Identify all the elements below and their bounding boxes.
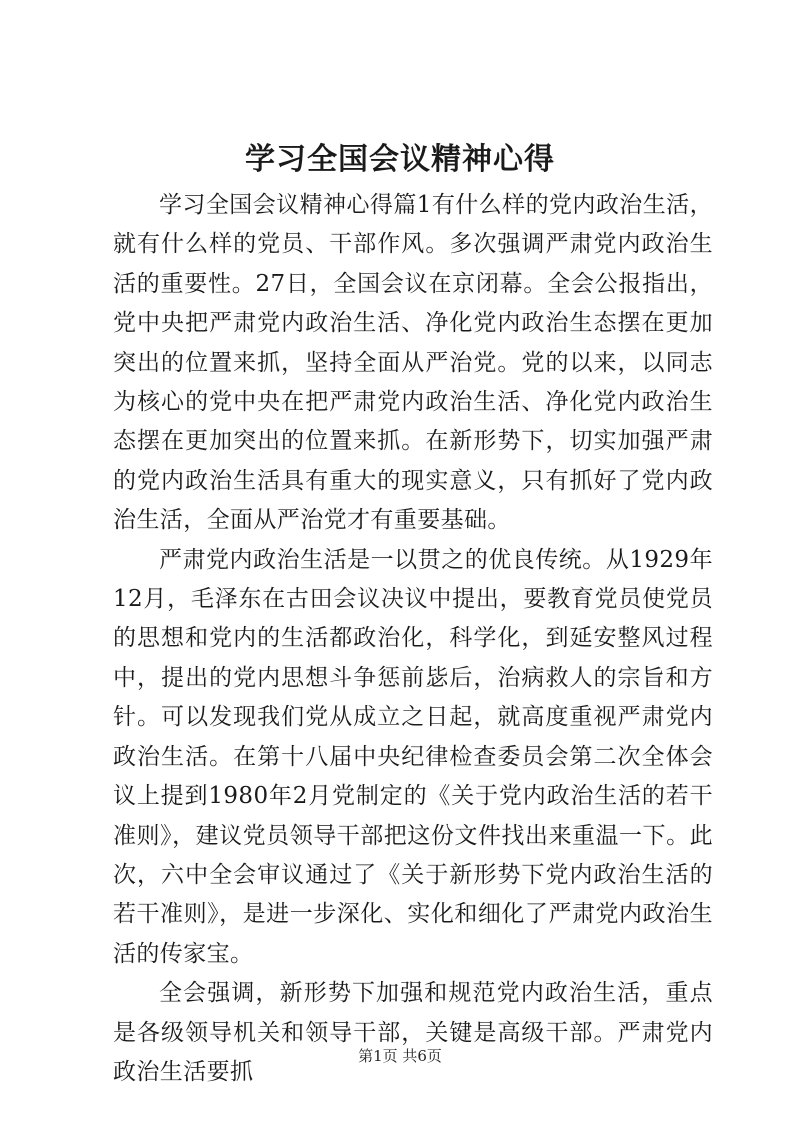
paragraph-3: 全会强调，新形势下加强和规范党内政治生活，重点是各级领导机关和领导干部，关键是高级干部。严肃党内政治生活要抓 <box>113 980 713 1085</box>
paragraph-2: 严肃党内政治生活是一以贯之的优良传统。从1929年12月，毛泽东在古田会议决议中提出，要教育党员使党员的思想和党内的生活都政治化，科学化，到延安整风过程中，提出的党内思想斗争惩前毖后，治病救人的宗旨和方针。可以发现我们党从成立之日起，就高度重视严肃党内政治生活。在第十八届中央纪律检查委员会第二次全体会议上提到1980年2月党制定的《关于党内政治生活的若干准则》，建议党员领导干部把这份文件找出来重温一下。此次，六中全会审议通过了《关于新形势下党内政治生活的若干准则》，是进一步深化、实化和细化了严肃党内政治生活的传家宝。 <box>113 546 713 967</box>
paragraph-1: 学习全国会议精神心得篇1有什么样的党内政治生活，就有什么样的党员、干部作风。多次强调严肃党内政治生活的重要性。27日，全国会议在京闭幕。全会公报指出，党中央把严肃党内政治生活、净化党内政治生态摆在更加突出的位置来抓，坚持全面从严治党。党的以来，以同志为核心的党中央在把严肃党内政治生活、净化党内政治生态摆在更加突出的位置来抓。在新形势下，切实加强严肃的党内政治生活具有重大的现实意义，只有抓好了党内政治生活，全面从严治党才有重要基础。 <box>113 192 713 534</box>
document-body <box>113 186 713 1092</box>
document-title: 学习全国会议精神心得 <box>245 142 555 177</box>
page-number-footer: 第1页 共6页 <box>358 1047 442 1065</box>
